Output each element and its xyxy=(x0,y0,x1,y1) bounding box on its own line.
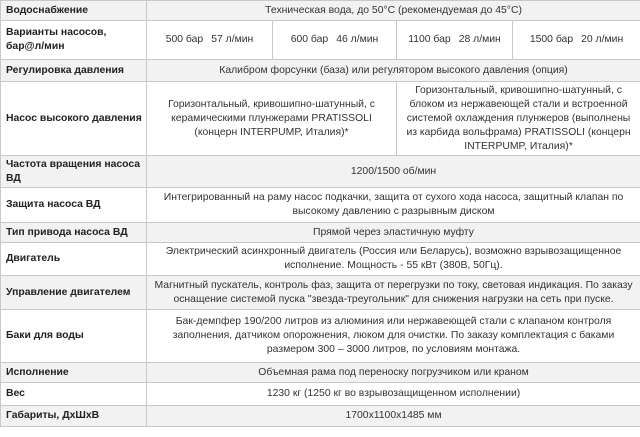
row-value-hp-pump-a: Горизонтальный, кривошипно-шатунный, с керамическими плунжерами PRATISSOLI (концерн INTERPUMP, Италия)* xyxy=(147,82,397,156)
row-label-hp-pump: Насос высокого давления xyxy=(1,82,147,156)
table-row xyxy=(1,310,640,363)
table-row xyxy=(1,383,640,406)
row-value-motor: Электрический асинхронный двигатель (Россия или Беларусь), возможно взрывозащищенное исполнение. Мощность - 55 кВт (380В, 50Гц). xyxy=(147,243,640,276)
row-label-dimensions: Габариты, ДхШхВ xyxy=(1,406,147,427)
row-value-hp-pump-b: Горизонтальный, кривошипно-шатунный, с блоком из нержавеющей стали и встроенной системой охлаждения плунжеров (выполнены из карбида вольфрама) PRATISSOLI (концерн INTERPUMP, Италия)* xyxy=(397,82,640,156)
pump-variant-3 xyxy=(397,21,513,60)
table-row xyxy=(1,1,640,21)
row-label-pump-rpm: Частота вращения насоса ВД xyxy=(1,156,147,188)
pump-variant-4 xyxy=(513,21,640,60)
table-row xyxy=(1,363,640,383)
table-row xyxy=(1,406,640,427)
variant-pressure: 1500 бар xyxy=(529,34,574,45)
table-row xyxy=(1,60,640,82)
table-row xyxy=(1,223,640,243)
variant-flow: 57 л/мин xyxy=(211,34,254,45)
row-value-pump-protection: Интегрированный на раму насос подкачки, защита от сухого хода насоса, защитный клапан по высокому давлению с разрывным диском xyxy=(147,188,640,223)
row-label-motor-control: Управление двигателем xyxy=(1,276,147,310)
row-value-weight: 1230 кг (1250 кг во взрывозащищенном исполнении) xyxy=(147,383,640,406)
variant-pressure: 500 бар xyxy=(165,34,204,45)
pump-variant-1 xyxy=(147,21,273,60)
row-value-water: Техническая вода, до 50°C (рекомендуемая до 45°C) xyxy=(147,1,640,21)
variant-flow: 28 л/мин xyxy=(458,34,501,45)
row-label-motor: Двигатель xyxy=(1,243,147,276)
table-row xyxy=(1,156,640,188)
row-value-motor-control: Магнитный пускатель, контроль фаз, защита от перегрузки по току, световая индикация. По заказу оснащение системой пуска "звезда-треугольник" для снижения нагрузки на сеть при пуске. xyxy=(147,276,640,310)
table-row xyxy=(1,188,640,223)
table-row xyxy=(1,21,640,60)
variant-flow: 20 л/мин xyxy=(581,34,624,45)
variant-pressure: 1100 бар xyxy=(408,34,451,45)
row-value-water-tanks: Бак-демпфер 190/200 литров из алюминия или нержавеющей стали с клапаном контроля заполнения, датчиком опорожнения, люком для очистки. По заказу комплектация с баками размером 300 – 3000 литров, по условиям монтажа. xyxy=(147,310,640,363)
variant-flow: 46 л/мин xyxy=(336,34,379,45)
row-value-pressure-regulation: Калибром форсунки (база) или регулятором высокого давления (опция) xyxy=(147,60,640,82)
row-label-pressure-regulation: Регулировка давления xyxy=(1,60,147,82)
row-label-design: Исполнение xyxy=(1,363,147,383)
pump-variant-2 xyxy=(273,21,397,60)
table-row xyxy=(1,243,640,276)
row-value-design: Объемная рама под переноску погрузчиком или краном xyxy=(147,363,640,383)
row-label-weight: Вес xyxy=(1,383,147,406)
row-label-water-tanks: Баки для воды xyxy=(1,310,147,363)
table-row xyxy=(1,82,640,156)
row-value-drive-type: Прямой через эластичную муфту xyxy=(147,223,640,243)
row-label-water: Водоснабжение xyxy=(1,1,147,21)
variant-pressure: 600 бар xyxy=(290,34,329,45)
row-label-drive-type: Тип привода насоса ВД xyxy=(1,223,147,243)
row-value-dimensions: 1700x1100x1485 мм xyxy=(147,406,640,427)
row-value-pump-rpm: 1200/1500 об/мин xyxy=(147,156,640,188)
row-label-pump-variants: Варианты насосов, бар@л/мин xyxy=(1,21,147,60)
table-row xyxy=(1,276,640,310)
row-label-pump-protection: Защита насоса ВД xyxy=(1,188,147,223)
